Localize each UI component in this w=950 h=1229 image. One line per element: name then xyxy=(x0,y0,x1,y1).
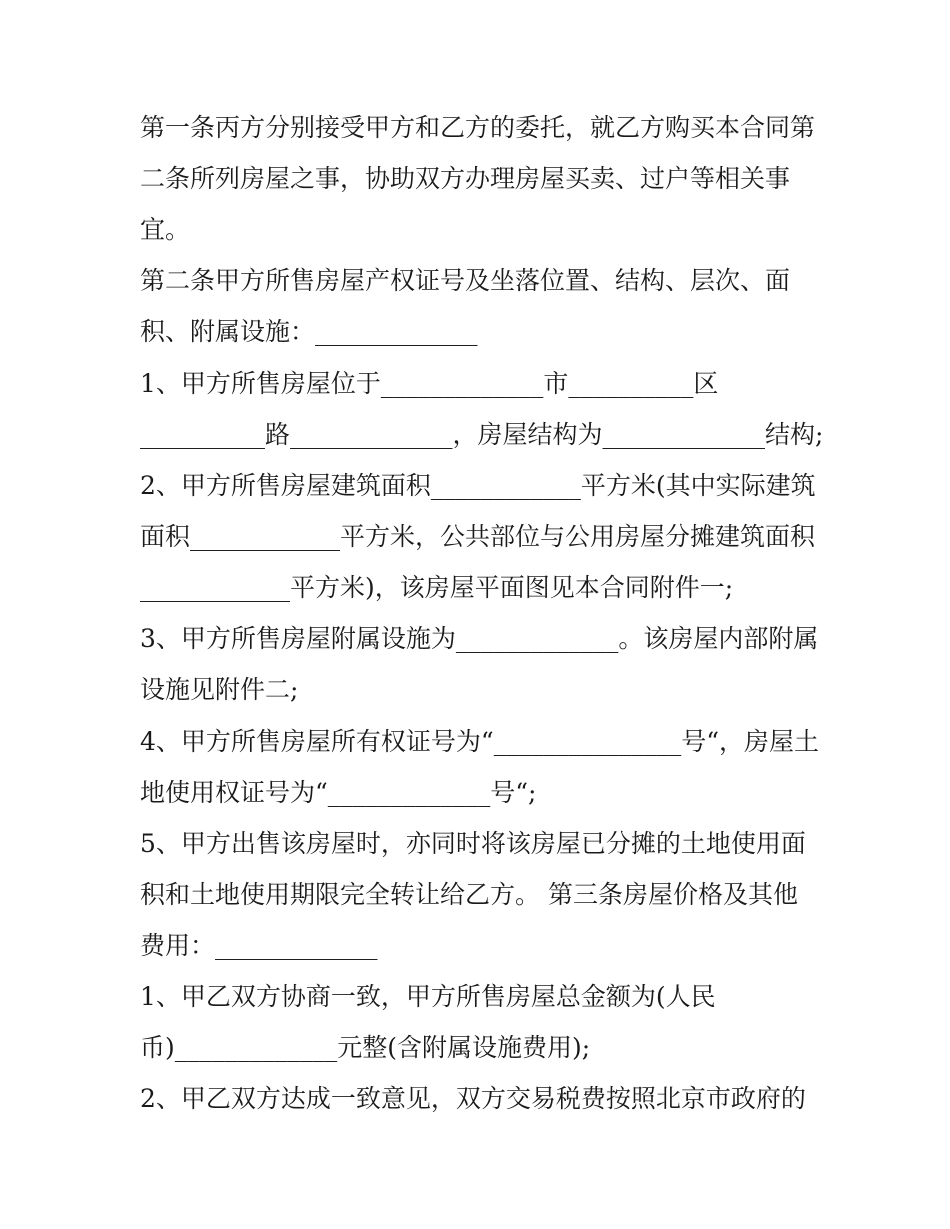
text-line: 2、甲方所售房屋建筑面积____________平方米(其中实际建筑 xyxy=(140,471,816,500)
text-line: 费用：_____________ xyxy=(140,931,378,960)
text-line: 4、甲方所售房屋所有权证号为“_______________号“，房屋土 xyxy=(140,727,819,756)
text-line: 积和土地使用期限完全转让给乙方。 第三条房屋价格及其他 xyxy=(140,880,798,909)
text-line: 2、甲乙双方达成一致意见，双方交易税费按照北京市政府的 xyxy=(140,1084,806,1113)
text-line: __________路_____________，房屋结构为_____________结构; xyxy=(140,420,824,449)
text-line: 积、附属设施：_____________ xyxy=(140,317,478,346)
text-line: 面积____________平方米，公共部位与公用房屋分摊建筑面积 xyxy=(140,522,816,551)
text-line: 地使用权证号为“_____________号“; xyxy=(140,778,537,807)
text-line: 第一条丙方分别接受甲方和乙方的委托，就乙方购买本合同第 xyxy=(140,113,816,142)
text-line: 设施见附件二; xyxy=(140,675,299,704)
text-line: 1、甲方所售房屋位于_____________市__________区 xyxy=(140,369,719,398)
text-line: 5、甲方出售该房屋时，亦同时将该房屋已分摊的土地使用面 xyxy=(140,829,806,858)
text-line: 3、甲方所售房屋附属设施为_____________。该房屋内部附属 xyxy=(140,624,819,653)
text-line: 二条所列房屋之事，协助双方办理房屋买卖、过户等相关事 xyxy=(140,164,791,193)
text-line: ____________平方米)，该房屋平面图见本合同附件一; xyxy=(140,573,734,602)
text-line: 1、甲乙双方协商一致，甲方所售房屋总金额为(人民 xyxy=(140,982,716,1011)
text-line: 第二条甲方所售房屋产权证号及坐落位置、结构、层次、面 xyxy=(140,266,791,295)
text-line: 宜。 xyxy=(140,215,191,244)
text-line: 币)_____________元整(含附属设施费用); xyxy=(140,1033,591,1062)
